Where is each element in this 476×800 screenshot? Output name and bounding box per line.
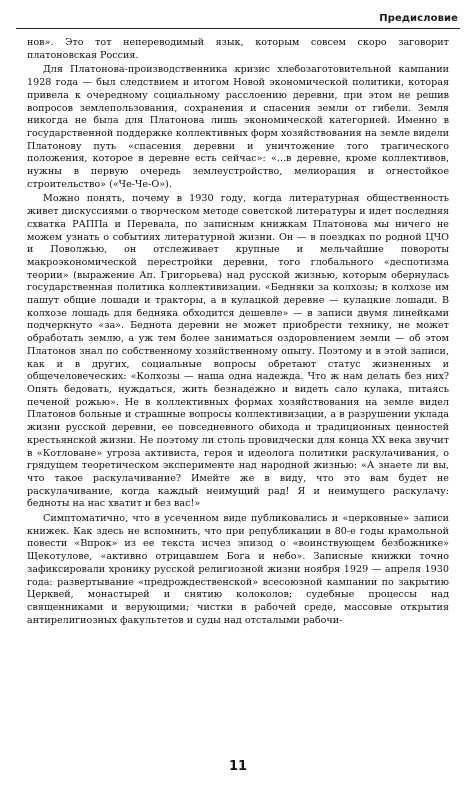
paragraph: Можно понять, почему в 1930 году, когда литературная общественность живет дискуссиями о творческом методе советской литературы и идет последняя схватка РАППа и Перевала, по записным книжкам Платонова мы ничего не можем узнать о событиях литературной жизни. Он — в поездках по родной ЦЧО и Поволжью, он отслеживает крупные и мельчайшие повороты макроэкономической перестройки деревни, того глобального «деспотизма теории» (выражение Ап. Григорьева) над русской жизнью, которым обернулась государственная политика коллективизации. «Бедняки за колхозы; в колхозе им пашут общие лошади и тракторы, а в кулацкой деревне — кулацкие лошади. В колхозе лошадь для бедняка обходится дешевле» — в записи двумя линейками подчеркнуто «за». Беднота деревни не может приобрести технику, не может обработать землю, а уж тем более заниматься оздоровлением земли — об этом Платонов знал по собственному хозяйственному опыту. Поэтому и в этой записи, как и в других, социальные вопросы обретают статус жизненных и общечеловеческих: «Колхозы — наша одна надежда. Что ж нам делать без них? Опять бедовать, нуждаться, жить безнадежно и видеть сало кулака, питаясь печеной рожью». Не в коллективных формах хозяйствования на земле видел Платонов больные и страшные вопросы коллективизации, а в разрушении уклада жизни русской деревни, ее повседневного обихода и традиционных ценностей крестьянской жизни. Не поэтому ли столь провидчески для конца XX века звучит в «Котловане» угроза активиста, героя и идеолога политики раскулачивания, о грядущем теоретическом эксперименте над народной жизнью: «А знаете ли вы, что такое раскулачивание? Имейте же в виду, что это вам будет не раскулачивание, когда каждый неимущий рад! Я и неимущего раскулачу: бедноты на нас хватит и без вас!» [27, 193, 449, 510]
paragraph: Для Платонова-производственника кризис хлебозаготовительной кампании 1928 года — был следствием и итогом Новой экономической политики, которая привела к очередному социальному расслоению деревни, при этом не решив вопросов землепользования, сохранения и спасения земли от гибели. Земля никогда не была для Платонова лишь экономической категорией. Именно в государственной поддержке коллективных форм хозяйствования на земле видели Платонову путь «спасения деревни и уничтожение того трагического положения, которое в деревне есть сейчас»: «...в деревне, кроме коллективов, нужны в первую очередь землеустройство, мелиорация и огнестойкое строительство» («Че-Че-О»). [27, 64, 449, 190]
header-rule [16, 28, 460, 29]
paragraph: нов». Это тот непереводимый язык, которым совсем скоро заговорит платоновская Россия. [27, 37, 449, 61]
page-number: 11 [228, 759, 248, 774]
running-title: Предисловие [379, 13, 458, 24]
paragraph: Симптоматично, что в усеченном виде публиковались и «церковные» записи книжек. Как здесь не вспомнить, что при републикации в 80-е годы крамольной повести «Впрок» из ее текста исчез эпизод о «воинствующем безбожнике» Щекотулове, «активно отрицавшем Бога и небо». Записные книжки точно зафиксировали хронику русской религиозной жизни ноября 1929 — апреля 1930 года: развертывание «предрождественской» всесоюзной кампании по закрытию Церквей, монастырей и снятию колоколов; судебные процессы над священниками и верующими; чистки в рабочей среде, массовые открытия антирелигиозных факультетов и суды над отсталыми рабочи- [27, 513, 449, 626]
body-text [27, 37, 449, 750]
